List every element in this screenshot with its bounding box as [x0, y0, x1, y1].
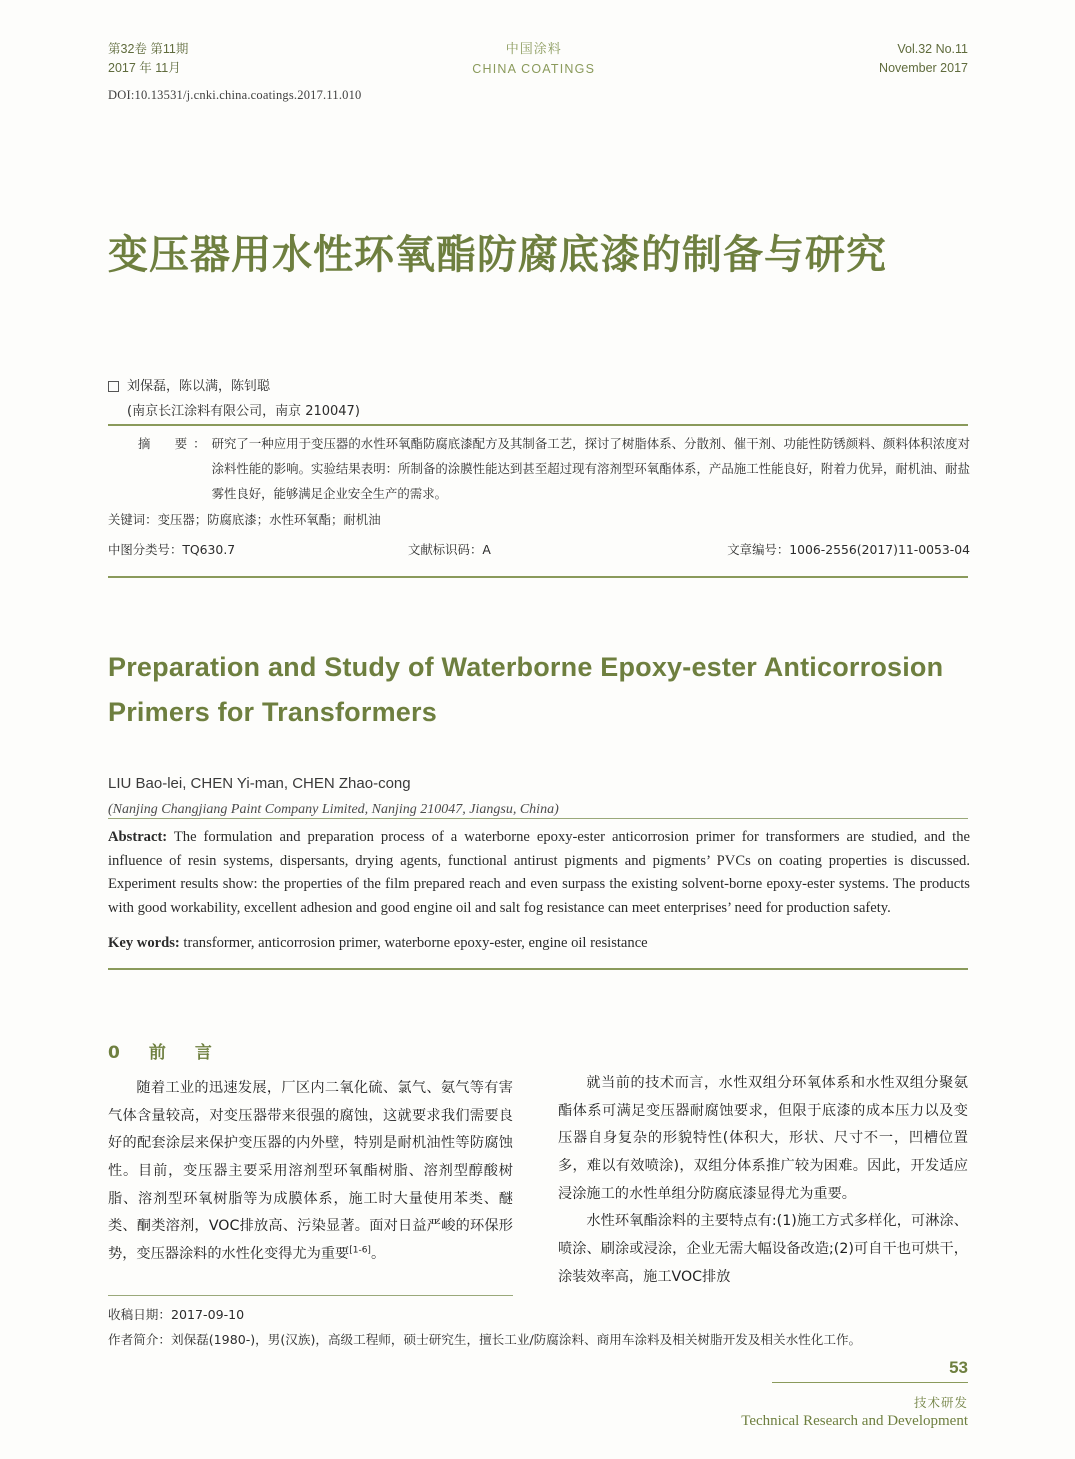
abstract-cn-label: 摘 要：: [138, 436, 212, 451]
abstract-en-block: [108, 826, 970, 921]
divider-above-abstract-en: [108, 818, 968, 819]
authors-en: LIU Bao-lei, CHEN Yi-man, CHEN Zhao-cong: [108, 775, 411, 792]
keywords-cn-text: 变压器；防腐底漆；水性环氧酯；耐机油: [157, 512, 381, 528]
abstract-en-text: The formulation and preparation process of a waterborne epoxy-ester anticorrosion primer for transformers are studied, and the influence of resin systems, dispersants, drying agents, functional antirust pigments and pigments’ PVCs on coating properties is discussed. Experiment results show: the properties of the film prepared reach and even surpass the existing solvent-borne epoxy-ester systems. The products with good workability, excellent adhesion and good engine oil and salt fog resistance can meet enterprises’ need for production safety.: [108, 829, 970, 916]
classification-codes: [108, 540, 970, 558]
issue-date-en: November 2017: [879, 60, 968, 75]
divider-below-abstract-en: [108, 968, 968, 970]
footnote-divider: [108, 1295, 513, 1296]
authors-cn-block: [108, 375, 948, 424]
abstract-cn-block: [108, 432, 970, 533]
footer-divider: [772, 1382, 968, 1383]
abstract-en-label: Abstract:: [108, 829, 168, 845]
affiliation-cn: (南京长江涂料有限公司，南京 210047): [127, 403, 360, 419]
paragraph: [108, 1075, 513, 1269]
paragraph: 就当前的技术而言，水性双组分环氧体系和水性双组分聚氨酯体系可满足变压器耐腐蚀要求，但限于底漆的成本压力以及变压器自身复杂的形貌特性(体积大，形状、尺寸不一，凹槽位置多，难以有效喷涂)，双组分体系推广较为困难。因此，开发适应浸涂施工的水性单组分防腐底漆显得尤为重要。: [558, 1075, 968, 1202]
keywords-en-text: transformer, anticorrosion primer, waterborne epoxy-ester, engine oil resistance: [179, 935, 648, 951]
authors-cn-line: [108, 375, 948, 400]
running-head-left: [108, 40, 188, 78]
body-column-left: [108, 1075, 513, 1269]
divider-above-abstract: [108, 424, 968, 426]
running-head-right: [879, 40, 968, 78]
doi-line: DOI:10.13531/j.cnki.china.coatings.2017.11.010: [108, 88, 362, 102]
author-bio: 作者简介：刘保磊(1980-)，男(汉族)，高级工程师，硕士研究生，擅长工业/防腐涂料、商用车涂料及相关树脂开发及相关水性化工作。: [108, 1331, 862, 1347]
journal-name-cn: 中国涂料: [505, 42, 562, 57]
keywords-cn-row: [108, 508, 970, 533]
keywords-en-block: [108, 935, 970, 952]
footer-column-cn: 技术研发: [913, 1395, 968, 1410]
issue-date-cn: 2017 年 11月: [108, 60, 181, 75]
affiliation-en: (Nanjing Changjiang Paint Company Limited, Nanjing 210047, Jiangsu, China): [108, 802, 559, 817]
clc-code: 中图分类号：TQ630.7: [108, 542, 236, 557]
keywords-cn-label: 关键词：: [108, 512, 158, 528]
running-head: [108, 40, 968, 78]
abstract-cn-row: [108, 432, 970, 506]
received-date: 收稿日期：2017-09-10: [108, 1307, 245, 1322]
journal-name-en: CHINA COATINGS: [472, 61, 596, 76]
paragraph: 水性环氧酯涂料的主要特点有:(1)施工方式多样化，可淋涂、喷涂、刷涂或浸涂，企业无需大幅设备改造;(2)可自干也可烘干，涂装效率高，施工VOC排放: [558, 1213, 968, 1285]
authors-cn: 刘保磊，陈以满，陈钊聪: [127, 379, 271, 394]
keywords-en-label: Key words:: [108, 935, 180, 951]
volume-issue-en: Vol.32 No.11: [897, 42, 968, 56]
page-title-cn: 变压器用水性环氧酯防腐底漆的制备与研究: [108, 232, 887, 278]
document-code: 文献标识码：A: [408, 542, 491, 557]
body-column-right: [558, 1070, 968, 1292]
page-title-en: Preparation and Study of Waterborne Epoxy-ester Anticorrosion Primers for Transformers: [108, 652, 944, 727]
running-head-center: [472, 40, 595, 78]
left-paragraph-1-end: 。: [370, 1246, 386, 1263]
citation-ref: [1-6]: [349, 1245, 371, 1256]
bullet-square-icon: [108, 381, 119, 392]
abstract-cn-text: 研究了一种应用于变压器的水性环氧酯防腐底漆配方及其制备工艺，探讨了树脂体系、分散剂、催干剂、功能性防锈颜料、颜料体积浓度对涂料性能的影响。实验结果表明：所制备的涂膜性能达到甚至超过现有溶剂型环氧酯体系，产品施工性能良好，附着力优异，耐机油、耐盐雾性良好，能够满足企业安全生产的需求。: [211, 436, 970, 501]
footer-column-en: Technical Research and Development: [741, 1413, 968, 1429]
page-number: 53: [949, 1358, 968, 1377]
article-id: 文章编号：1006-2556(2017)11-0053-04: [727, 542, 970, 557]
section-heading: 0 前 言: [108, 1043, 218, 1063]
left-paragraph-1: 随着工业的迅速发展，厂区内二氧化硫、氯气、氨气等有害气体含量较高，对变压器带来很强的腐蚀，这就要求我们需要良好的配套涂层来保护变压器的内外壁，特别是耐机油性等防腐蚀性。目前，变压器主要采用溶剂型环氧酯树脂、溶剂型醇酸树脂、溶剂型环氧树脂等为成膜体系，施工时大量使用苯类、醚类、酮类溶剂，VOC排放高、污染显著。面对日益严峻的环保形势，变压器涂料的水性化变得尤为重要: [108, 1080, 513, 1263]
volume-issue: 第32卷 第11期: [108, 42, 189, 56]
footnotes-block: [108, 1303, 970, 1352]
divider-below-codes: [108, 576, 968, 578]
